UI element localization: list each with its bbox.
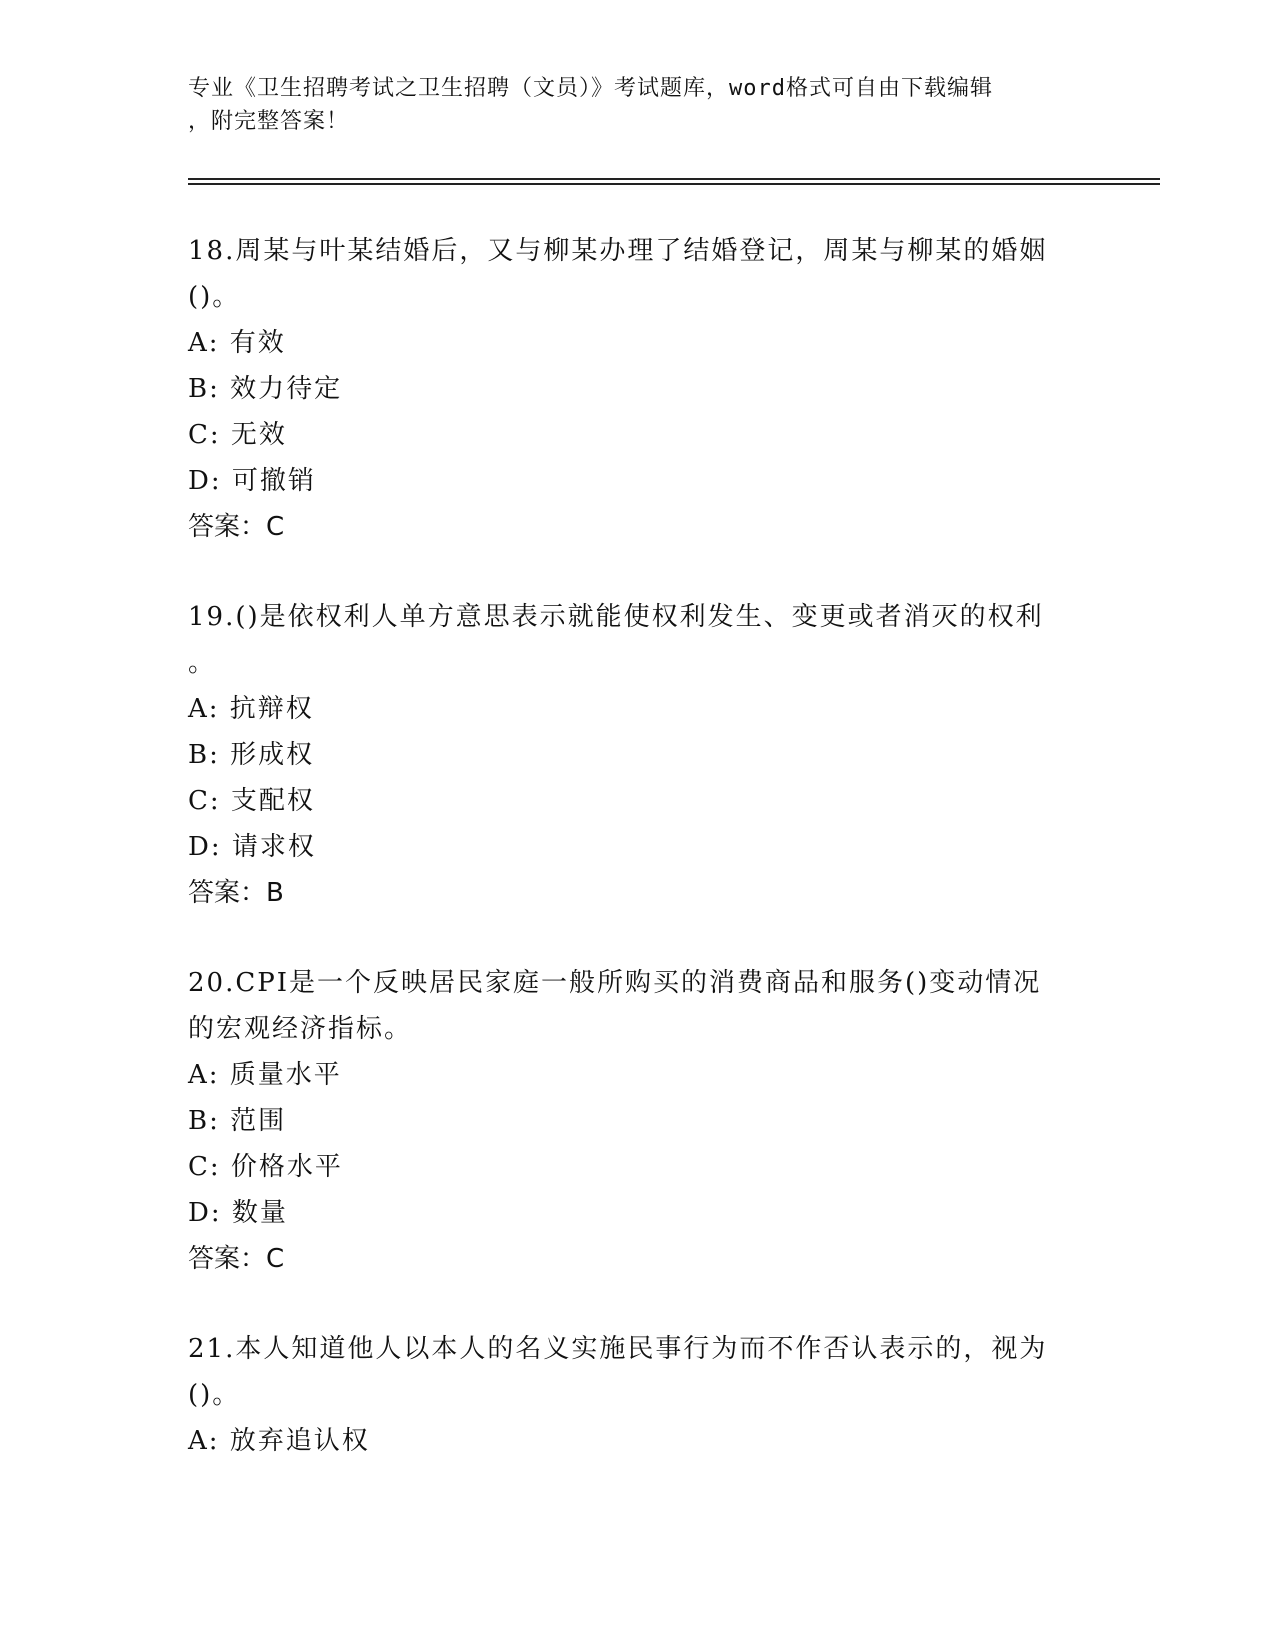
question-20 [188,960,1088,1282]
option-a: A: 抗辩权 [188,694,314,724]
question-stem-line-2: ()。 [188,1380,241,1410]
question-stem-line-1: 20.CPI是一个反映居民家庭一般所购买的消费商品和服务()变动情况 [188,968,1042,998]
header-line-1: 专业《卫生招聘考试之卫生招聘（文员）》考试题库，word格式可自由下载编辑 [188,76,993,101]
question-stem-line-1: 21.本人知道他人以本人的名义实施民事行为而不作否认表示的，视为 [188,1334,1048,1364]
header-divider-top [188,178,1160,180]
question-stem-line-2: 的宏观经济指标。 [188,1014,413,1044]
option-b: B: 形成权 [188,740,315,770]
option-b: B: 范围 [188,1106,287,1136]
question-stem-line-2: ()。 [188,282,241,312]
question-stem-line-2: 。 [188,648,217,678]
option-d: D: 数量 [188,1198,288,1228]
option-c: C: 无效 [188,420,287,450]
option-c: C: 支配权 [188,786,315,816]
document-header [188,72,1088,138]
answer: 答案：B [188,878,284,908]
question-19 [188,594,1088,916]
question-stem-line-1: 18.周某与叶某结婚后，又与柳某办理了结婚登记，周某与柳某的婚姻 [188,236,1048,266]
header-line-2: ，附完整答案！ [188,109,350,134]
question-21 [188,1326,1088,1464]
question-stem-line-1: 19.()是依权利人单方意思表示就能使权利发生、变更或者消灭的权利 [188,602,1044,632]
option-d: D: 请求权 [188,832,316,862]
header-divider-bottom [188,183,1160,185]
option-a: A: 质量水平 [188,1060,342,1090]
answer: 答案：C [188,512,285,542]
option-a: A: 放弃追认权 [188,1426,370,1456]
option-c: C: 价格水平 [188,1152,343,1182]
answer: 答案：C [188,1244,285,1274]
option-b: B: 效力待定 [188,374,343,404]
option-d: D: 可撤销 [188,466,316,496]
option-a: A: 有效 [188,328,286,358]
question-18 [188,228,1088,550]
